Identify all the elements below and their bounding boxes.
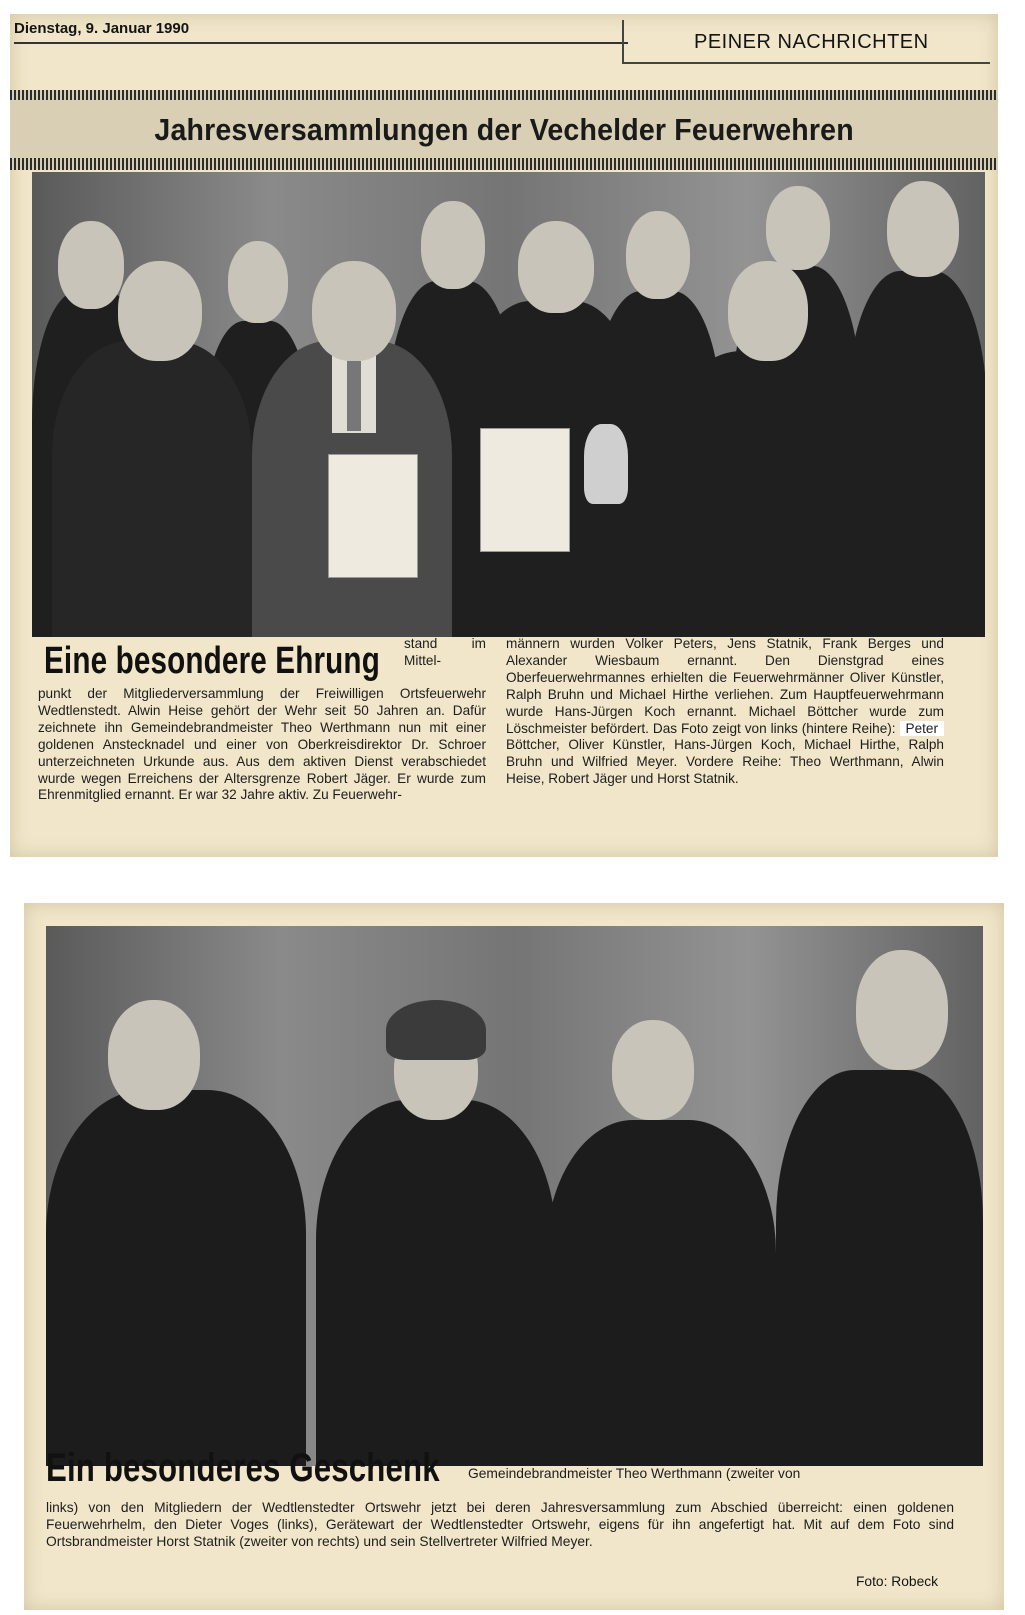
issue-date: Dienstag, 9. Januar 1990	[14, 20, 190, 37]
caption-lead: stand im Mittel-	[404, 636, 486, 668]
caption-column-left: punkt der Mitgliederversammlung der Freiwilligen Ortsfeuerwehr Wedtlenstedt. Alwin Heise gehört der Wehr seit 50 Jahren an. Dafür zeichnete ihn Gemeindebrandmeister Theo Werthmann nun mit einer goldenen Anstecknadel und einer von Oberkreisdirektor Dr. Schroer unterzeichneten Urkunde aus. Aus dem aktiven Dienst verabschiedet wurde wegen Erreichens der Altersgrenze Robert Jäger. Er wurde zum Ehrenmitglied ernannt. Er war 32 Jahre aktiv. Zu Feuerwehr-	[38, 686, 486, 803]
photo-person	[252, 261, 452, 637]
photo-person	[776, 950, 983, 1466]
certificate-document	[480, 428, 570, 552]
caption-text: Böttcher, Oliver Künstler, Hans-Jürgen Koch, Michael Hirthe, Ralph Bruhn und Wilfried Meyer. Vordere Reihe: Theo Werthmann, Alwin Heise, Robert Jäger und Horst Statnik.	[506, 737, 944, 787]
caption-text-continued: links) von den Mitgliedern der Wedtlenstedter Ortswehr jetzt bei deren Jahresversammlung zum Abschied überreicht: einen goldenen Feuerwehrhelm, den Dieter Voges (links), Gerätewart der Wedtlenstedter Ortswehr, eigens für ihn angefertigt hat. Mit auf dem Foto sind Ortsbrandmeister Horst Statnik (zweiter von rechts) und sein Stellvertreter Wilfried Meyer.	[46, 1500, 954, 1550]
photo-helmet-presentation	[46, 926, 983, 1466]
headline-box	[10, 100, 998, 158]
headline: Jahresversammlungen der Vechelder Feuerwehren	[154, 112, 854, 147]
header-rule	[14, 42, 628, 44]
certificate-document	[328, 454, 418, 578]
headline-band	[10, 90, 998, 170]
trophy	[584, 424, 628, 504]
caption-column-right	[506, 636, 944, 788]
photo-credit: Foto: Robeck	[856, 1574, 939, 1589]
highlighted-name: Peter	[900, 721, 945, 736]
photo-person	[546, 1020, 776, 1466]
caption-text-first: bekam der im Frühjahr dieses Jahres aus seinem Amt scheidende Vechelder Gemeindebrandmeister Theo Werthmann (zweiter von	[468, 1449, 954, 1482]
caption-text: männern wurden Volker Peters, Jens Statnik, Frank Berges und Alexander Wiesbaum ernannt. Den Dienstgrad eines Oberfeuerwehrmannes erhielten die Feuerwehrmänner Oliver Künstler, Ralph Bruhn und Michael Hirthe verliehen. Zum Hauptfeuerwehrmann wurde Hans-Jürgen Koch ernannt. Michael Böttcher wurde zum Löschmeister befördert. Das Foto zeigt von links (hintere Reihe):	[506, 636, 944, 736]
newspaper-name: PEINER NACHRICHTEN	[622, 20, 990, 64]
photo-person	[316, 1000, 556, 1466]
newspaper-clipping-bottom	[24, 903, 1004, 1610]
photo-person	[52, 261, 252, 637]
photo-person	[662, 261, 872, 637]
fire-helmet	[386, 1000, 486, 1060]
photo-person	[46, 1000, 306, 1466]
caption-title: Eine besondere Ehrung	[44, 640, 380, 682]
newspaper-clipping-top	[10, 14, 998, 857]
group-photo-firefighters	[32, 172, 985, 637]
caption-title: Ein besonderes Geschenk	[46, 1446, 440, 1490]
